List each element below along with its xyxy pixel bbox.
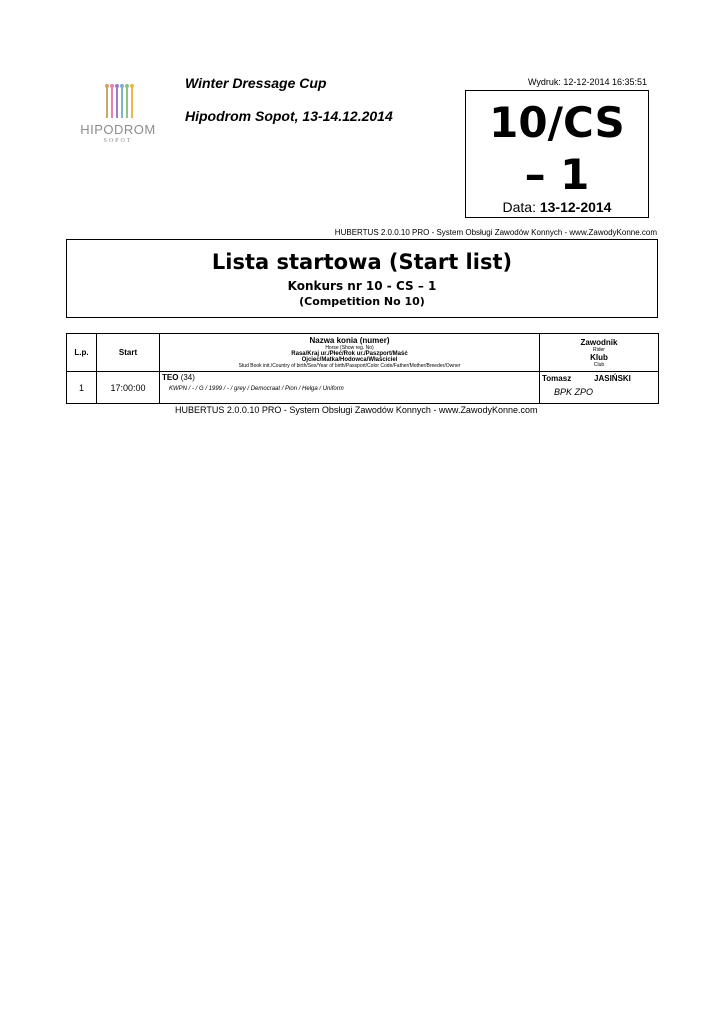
- competition-date: [466, 199, 648, 215]
- logo-bar: [111, 84, 113, 118]
- header-horse-details: Rasa/Kraj ur./Płeć/Rok ur./Paszport/Maść: [291, 351, 408, 357]
- logo-bar: [126, 84, 128, 118]
- system-credit-bottom: HUBERTUS 2.0.0.10 PRO - System Obsługi Zawodów Konnych - www.ZawodyKonne.com: [175, 405, 538, 415]
- rider-first-name: Tomasz: [542, 374, 572, 383]
- table-row: [67, 372, 659, 404]
- competition-date-label: Data:: [502, 199, 536, 215]
- system-credit-top: HUBERTUS 2.0.0.10 PRO - System Obsługi Zawodów Konnych - www.ZawodyKonne.com: [334, 228, 657, 237]
- horse-name-line: [162, 373, 539, 383]
- header-horse-family: Ojciec/Matka/Hodowca/Właściciel: [301, 357, 398, 363]
- title-box: [66, 239, 658, 318]
- rider-name: [542, 374, 658, 384]
- header-rider-main: Zawodnik: [580, 337, 618, 347]
- horse-name: TEO: [162, 373, 179, 382]
- table-header-row: [67, 334, 659, 372]
- competition-date-value: 13-12-2014: [539, 199, 612, 215]
- competition-number: (Competition No 10): [299, 295, 425, 308]
- header-horse-main: Nazwa konia (numer): [309, 336, 390, 345]
- header-rider: [540, 334, 659, 372]
- header-club: Klub: [590, 352, 608, 362]
- competition-box: [465, 90, 649, 218]
- row-start-time: 17:00:00: [97, 372, 160, 404]
- header-rider-en: Rider: [593, 346, 605, 353]
- header-start: Start: [97, 334, 160, 372]
- start-list-table: [66, 333, 659, 404]
- header-horse: [160, 334, 540, 372]
- competition-code-line2: – 1: [524, 150, 590, 199]
- event-name: Winter Dressage Cup: [185, 75, 327, 91]
- page-title: Lista startowa (Start list): [211, 250, 513, 274]
- row-lp: 1: [67, 372, 97, 404]
- logo-bar: [106, 84, 108, 118]
- rider-club: BPK ZPO: [554, 387, 594, 397]
- competition-code-line1: 10/CS: [489, 98, 625, 147]
- event-venue: Hipodrom Sopot, 13-14.12.2014: [185, 108, 393, 124]
- hipodrom-logo: [80, 84, 156, 148]
- competition-code: [466, 97, 648, 201]
- row-horse: [160, 372, 540, 404]
- header-club-en: Club: [593, 361, 605, 368]
- horse-details: KWPN / - / G / 1999 / - / grey / Democraat / Pion / Helga / Uniform: [169, 386, 344, 392]
- competition-subtitle: Konkurs nr 10 - CS – 1: [287, 279, 437, 293]
- header-horse-details-en: Stud Book init./Country of birth/Sex/Year of birth/Passport/Color Code/Father/Mother/Breeder/Owner: [238, 363, 461, 369]
- horse-number: (34): [180, 373, 195, 382]
- rider-last-name: JASIŃSKI: [594, 374, 631, 383]
- header-horse-en: Horse (Show reg. No): [325, 345, 374, 351]
- logo-name: HIPODROM: [80, 122, 156, 137]
- logo-bar: [131, 84, 133, 118]
- logo-bar: [121, 84, 123, 118]
- logo-subtitle: SOPOT: [103, 138, 133, 144]
- header-lp: L.p.: [67, 334, 97, 372]
- logo-bar: [116, 84, 118, 118]
- row-rider: [540, 372, 659, 404]
- logo-bars: [104, 84, 136, 118]
- print-date: Wydruk: 12-12-2014 16:35:51: [528, 77, 647, 87]
